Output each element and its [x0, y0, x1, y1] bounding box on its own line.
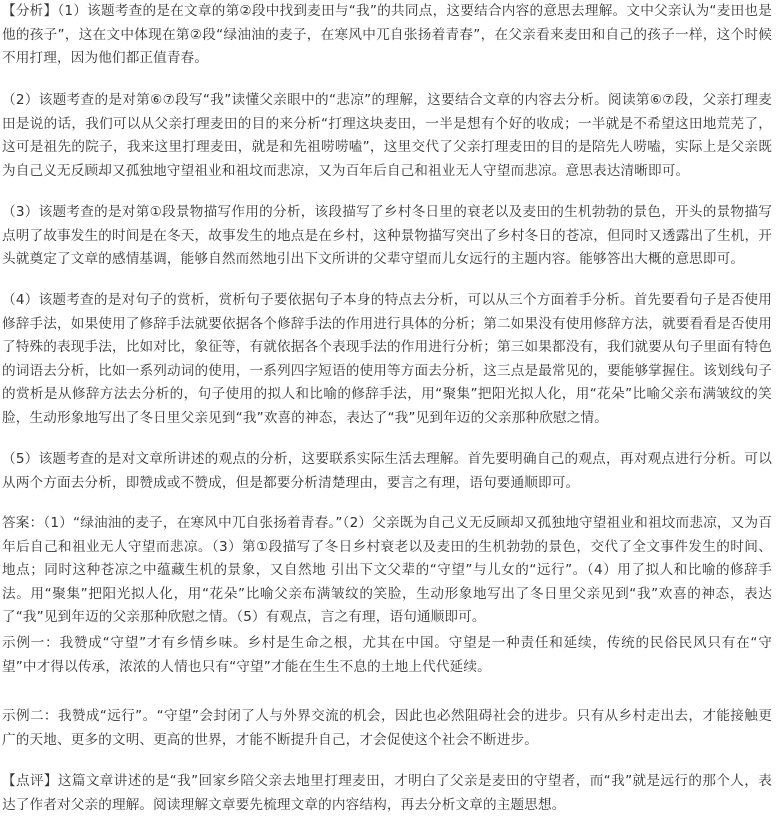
analysis-paragraph-2: （2）该题考查的是对第⑥⑦段写“我”读懂父亲眼中的“悲凉”的理解，这要结合文章的内容去分析。阅读第⑥⑦段，父亲打理麦田是说的话，我们可以从父亲打理麦田的目的来分析“打理这块麦田，一半是想有个好的收成；一半就是不希望这田地荒芜了，这可是祖先的院子，我来这里打理麦田，就是和先祖唠唠嗑”，这里交代了父亲打理麦田的目的是陪先人唠嗑，实际上是父亲既为自己义无反顾却又孤独地守望祖业和祖坟而悲凉，又为百年后自己和祖业无人守望而悲凉。意思表达清晰即可。 — [2, 92, 772, 179]
analysis-paragraph-3: （3）该题考查的是对第①段景物描写作用的分析，该段描写了乡村冬日里的衰老以及麦田的生机勃勃的景色，开头的景物描写点明了故事发生的时间是在冬天，故事发生的地点是在乡村，这种景物描写突出了乡村冬日的苍凉，但同时又透露出了生机，开头就奠定了文章的感情基调，能够自然而然地引出下文所讲的父辈守望而儿女远行的主题内容。能够答出大概的意思即可。 — [2, 204, 772, 267]
answer-paragraph: 答案：（1）“绿油油的麦子，在寒风中兀自张扬着青春。”（2）父亲既为自己义无反顾却又孤独地守望祖业和祖坟而悲凉，又为百年后自己和祖业无人守望而悲凉。（3）第①段描写了冬日乡村衰老以及麦田的生机勃勃的景色，交代了全文事件发生的时间、地点；同时这种苍凉之中蕴藏生机的景象，又自然地 引出下文父辈的“守望”与儿女的“远行”。（4）用了拟人和比喻的修辞手法。用“聚集”把阳光拟人化，用“花朵”比喻父亲布满皱纹的笑脸，生动形象地写出了冬日里父亲见到“我”欢喜的神态，表达了“我”见到年迈的父亲那种欣慰之情。（5）有观点，言之有理，语句通顺即可。 — [2, 515, 772, 625]
analysis-paragraph-4: （4）该题考查的是对句子的赏析，赏析句子要依据句子本身的特点去分析，可以从三个方面着手分析。首先要看句子是否使用修辞手法，如果使用了修辞手法就要依据各个修辞手法的作用进行具体的分析；第二如果没有使用修辞方法，就要看看是否使用了特殊的表现手法，比如对比，象征等，有就依据各个表现手法的作用进行分析；第三如果都没有，我们就要从句子里面有特色的词语去分析，比如一系列动词的使用，一系列四字短语的使用等方面去分析，这三点是最常见的，要能够掌握住。该划线句子的赏析是从修辞方法去分析的，句子使用的拟人和比喻的修辞手法，用“聚集”把阳光拟人化，用“花朵”比喻父亲布满皱纹的笑脸，生动形象地写出了冬日里父亲见到“我”欢喜的神态，表达了“我”见到年迈的父亲那种欣慰之情。 — [2, 292, 772, 426]
comment-paragraph: 【点评】这篇文章讲述的是“我”回家乡陪父亲去地里打理麦田，才明白了父亲是麦田的守望者，而“我”就是远行的那个人，表达了作者对父亲的理解。阅读理解文章要先梳理文章的内容结构，再去分析文章的主题思想。 — [2, 773, 772, 813]
answer-example-2: 示例二：我赞成“远行”。“守望”会封闭了人与外界交流的机会，因此也必然阻碍社会的进步。只有从乡村走出去，才能接触更广的天地、更多的文明、更高的世界，才能不断提升自己，才会促使这个社会不断进步。 — [2, 708, 772, 748]
analysis-paragraph-5: （5）该题考查的是对文章所讲述的观点的分析，这要联系实际生活去理解。首先要明确自己的观点，再对观点进行分析。可以从两个方面去分析，即赞成或不赞成，但是都要分析清楚理由，要言之有理，语句要通顺即可。 — [2, 451, 772, 491]
answer-example-1: 示例一：我赞成“守望”才有乡情乡味。乡村是生命之根，尤其在中国。守望是一种责任和延续，传统的民俗民风只有在“守望”中才得以传承，浓浓的人情也只有“守望”才能在生生不息的土地上代代延续。 — [2, 635, 772, 675]
analysis-paragraph-1: 【分析】（1）该题考查的是在文章的第②段中找到麦田与“我”的共同点，这要结合内容的意思去理解。文中父亲认为“麦田也是他的孩子”，这在文中体现在第②段“绿油油的麦子，在寒风中兀自张扬着青春”，在父亲看来麦田和自己的孩子一样，这个时候不用打理，因为他们都正值青春。 — [2, 3, 772, 66]
